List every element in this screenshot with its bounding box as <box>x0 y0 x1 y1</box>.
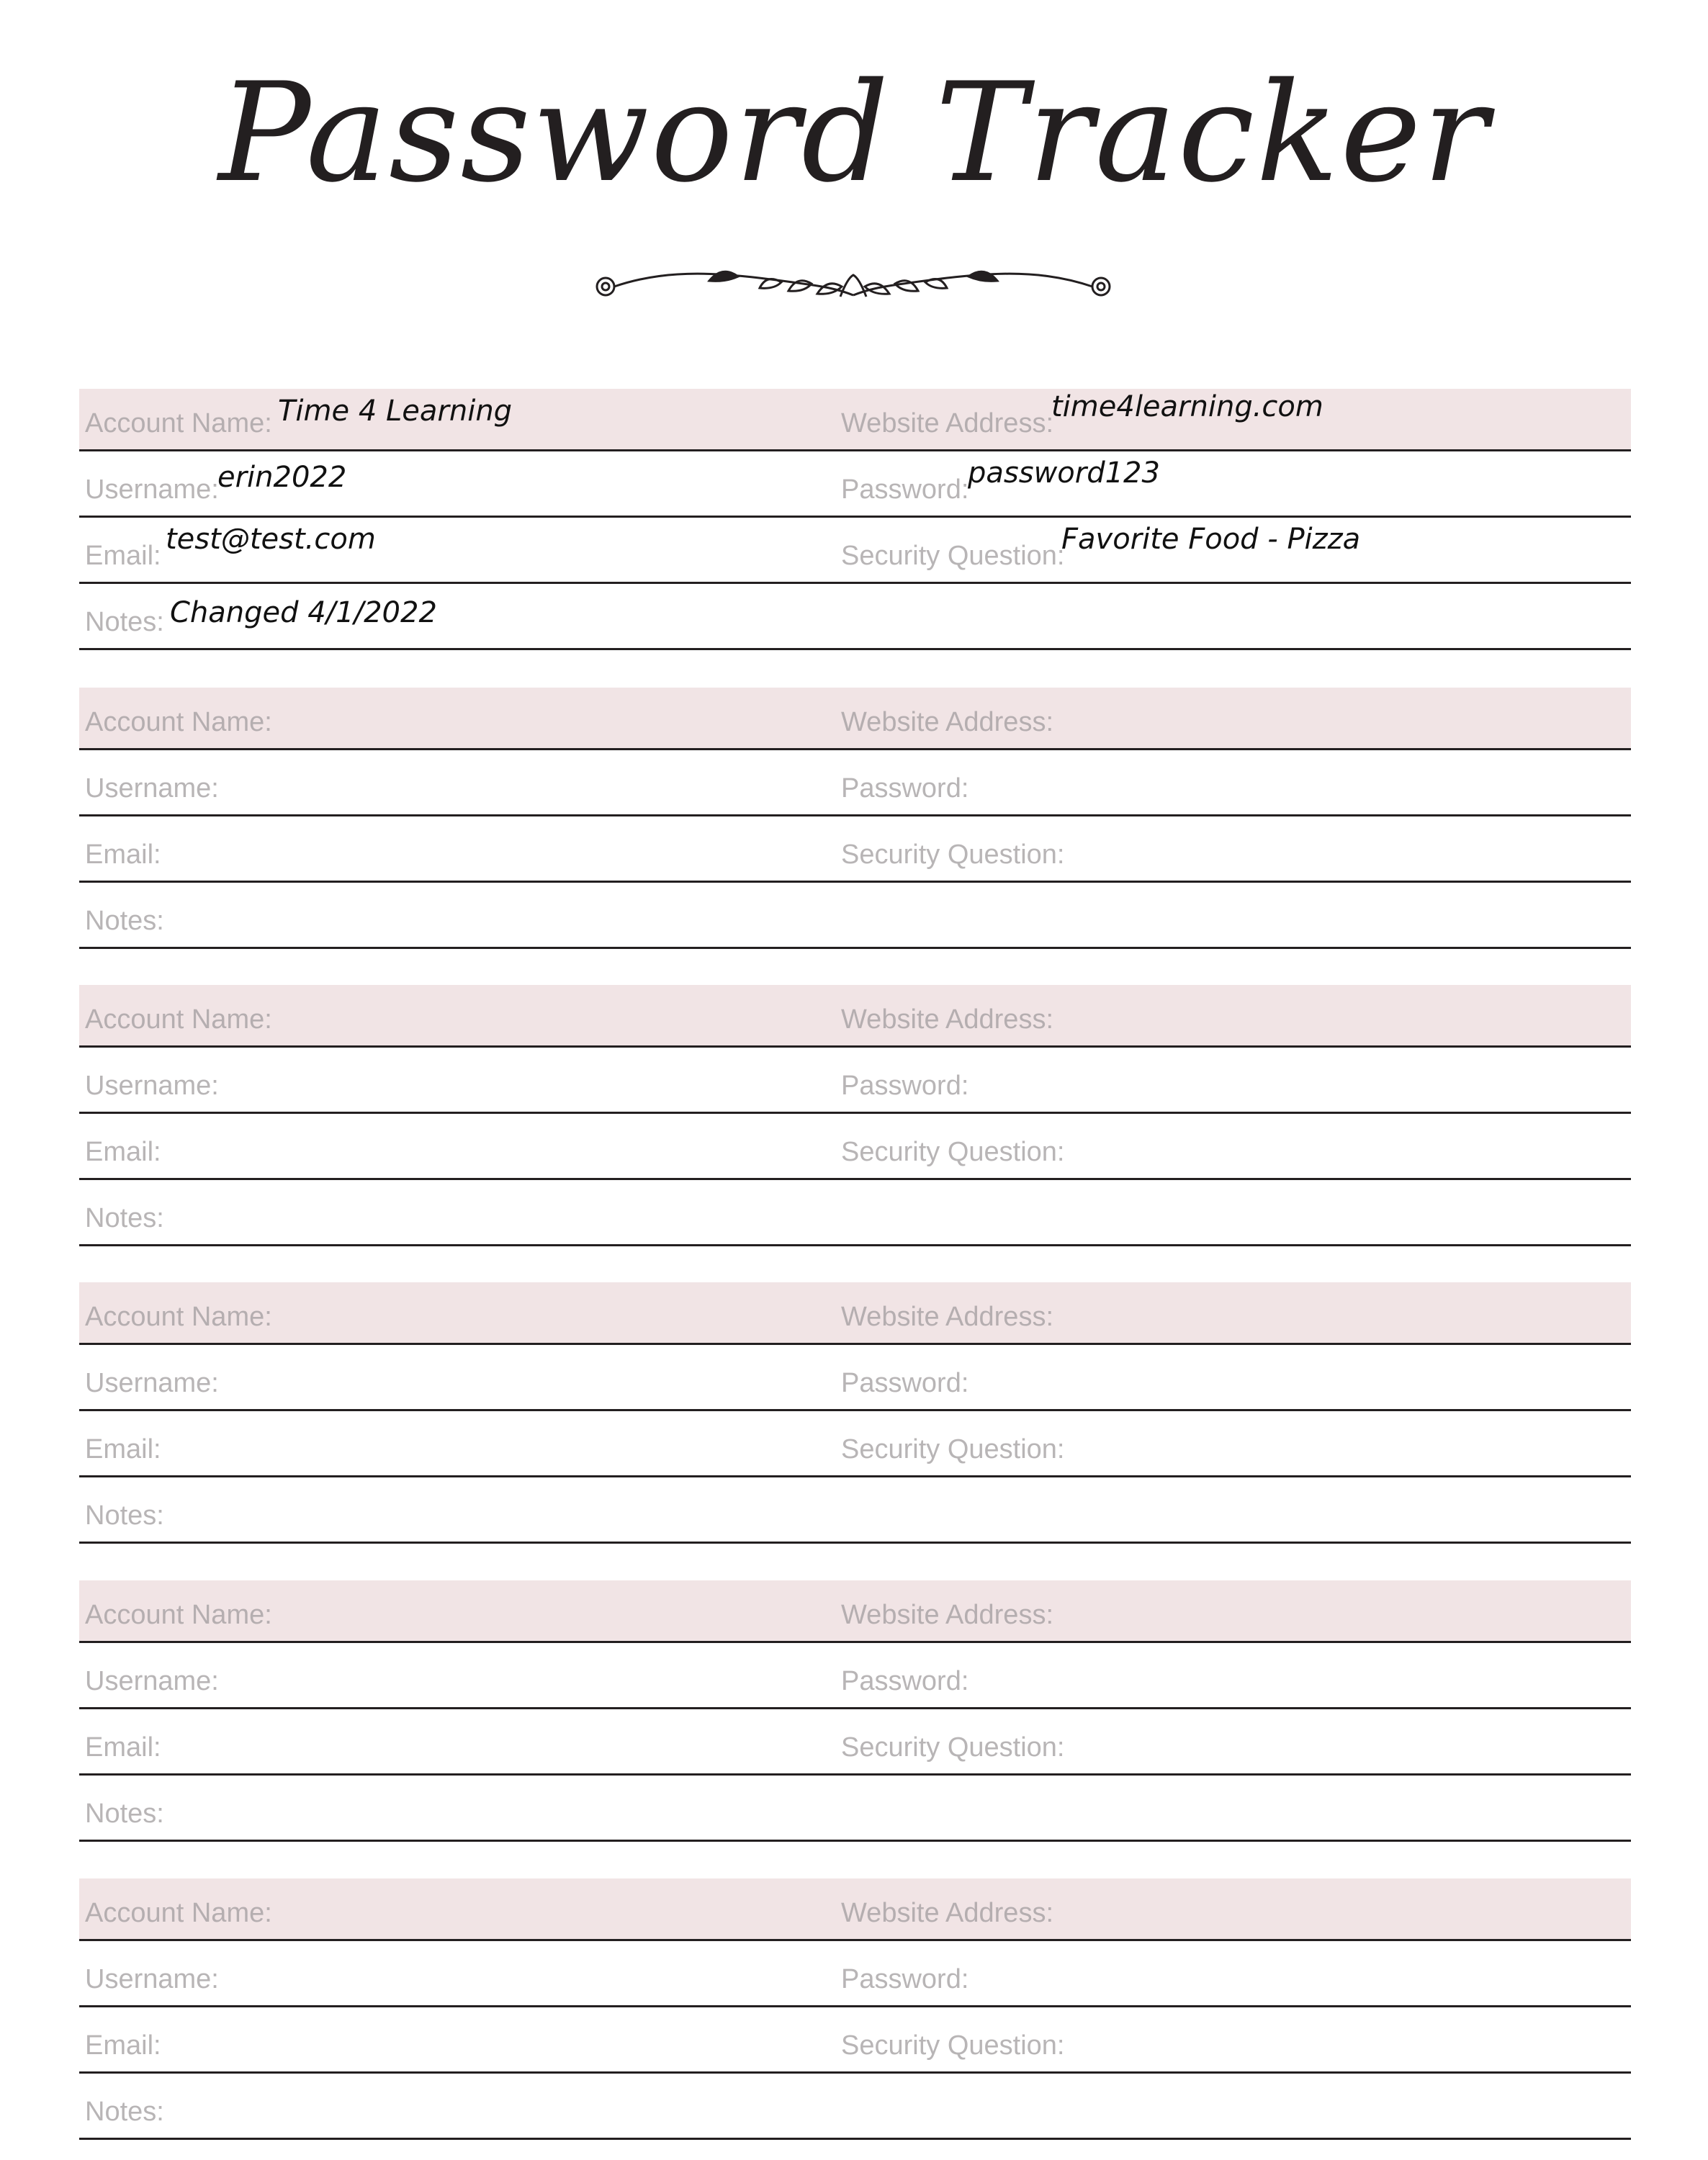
security-question-field[interactable] <box>841 1415 1626 1475</box>
username-row <box>79 1051 1631 1114</box>
account-name-field[interactable] <box>85 1580 834 1641</box>
website-address-label: Website Address: <box>841 1898 1054 1928</box>
notes-row <box>79 2077 1631 2140</box>
security-question-label: Security Question: <box>841 541 1065 571</box>
notes-row <box>79 1779 1631 1842</box>
username-label: Username: <box>85 1368 219 1398</box>
website-address-field[interactable] <box>841 688 1626 748</box>
username-label: Username: <box>85 1666 219 1696</box>
security-question-value: Favorite Food - Pizza <box>1061 523 1361 556</box>
password-value: password123 <box>968 456 1160 490</box>
email-row <box>79 1117 1631 1180</box>
website-address-label: Website Address: <box>841 408 1054 438</box>
website-address-value: time4learning.com <box>1051 390 1323 423</box>
account-row <box>79 1282 1631 1345</box>
notes-field[interactable] <box>85 1779 1626 1840</box>
notes-row <box>79 588 1631 650</box>
email-field[interactable] <box>85 820 834 881</box>
account-name-field[interactable] <box>85 688 834 748</box>
account-name-label: Account Name: <box>85 1004 272 1035</box>
account-name-label: Account Name: <box>85 408 272 438</box>
security-question-label: Security Question: <box>841 840 1065 870</box>
notes-row <box>79 1184 1631 1246</box>
notes-value: Changed 4/1/2022 <box>170 596 437 629</box>
password-field[interactable] <box>841 1051 1626 1112</box>
page-title: Password Tracker <box>218 53 1490 212</box>
password-label: Password: <box>841 1368 969 1398</box>
email-row <box>79 2011 1631 2074</box>
security-question-field[interactable] <box>841 1117 1626 1178</box>
website-address-label: Website Address: <box>841 1004 1054 1035</box>
email-label: Email: <box>85 541 161 571</box>
password-field[interactable] <box>841 455 1626 516</box>
password-field[interactable] <box>841 1349 1626 1409</box>
password-field[interactable] <box>841 1647 1626 1707</box>
website-address-label: Website Address: <box>841 1600 1054 1630</box>
email-row <box>79 1713 1631 1776</box>
notes-row <box>79 1481 1631 1544</box>
email-field[interactable] <box>85 521 834 582</box>
email-value: test@test.com <box>166 523 376 556</box>
account-row <box>79 688 1631 750</box>
entry-block <box>79 688 1631 947</box>
email-field[interactable] <box>85 1713 834 1773</box>
website-address-field[interactable] <box>841 985 1626 1045</box>
website-address-label: Website Address: <box>841 707 1054 737</box>
username-field[interactable] <box>85 1051 834 1112</box>
username-field[interactable] <box>85 455 834 516</box>
password-label: Password: <box>841 1964 969 1994</box>
username-field[interactable] <box>85 1945 834 2005</box>
security-question-field[interactable] <box>841 820 1626 881</box>
email-label: Email: <box>85 840 161 870</box>
username-label: Username: <box>85 773 219 804</box>
account-row <box>79 389 1631 451</box>
account-name-label: Account Name: <box>85 1302 272 1332</box>
notes-field[interactable] <box>85 2077 1626 2138</box>
website-address-field[interactable] <box>841 389 1626 449</box>
email-row <box>79 521 1631 584</box>
username-row <box>79 455 1631 518</box>
username-field[interactable] <box>85 1647 834 1707</box>
email-field[interactable] <box>85 1117 834 1178</box>
website-address-label: Website Address: <box>841 1302 1054 1332</box>
account-name-label: Account Name: <box>85 1898 272 1928</box>
notes-label: Notes: <box>85 2097 164 2127</box>
username-value: erin2022 <box>217 461 347 494</box>
website-address-field[interactable] <box>841 1878 1626 1939</box>
notes-label: Notes: <box>85 1799 164 1829</box>
security-question-label: Security Question: <box>841 1434 1065 1464</box>
account-name-label: Account Name: <box>85 707 272 737</box>
email-label: Email: <box>85 1137 161 1167</box>
security-question-label: Security Question: <box>841 2030 1065 2061</box>
security-question-label: Security Question: <box>841 1137 1065 1167</box>
notes-label: Notes: <box>85 1500 164 1531</box>
entry-block <box>79 985 1631 1244</box>
notes-field[interactable] <box>85 588 1626 648</box>
flourish-divider-icon <box>587 259 1120 310</box>
security-question-field[interactable] <box>841 1713 1626 1773</box>
notes-label: Notes: <box>85 906 164 936</box>
password-field[interactable] <box>841 1945 1626 2005</box>
account-name-field[interactable] <box>85 985 834 1045</box>
password-label: Password: <box>841 1666 969 1696</box>
username-field[interactable] <box>85 754 834 814</box>
password-field[interactable] <box>841 754 1626 814</box>
username-label: Username: <box>85 1964 219 1994</box>
account-row <box>79 985 1631 1048</box>
username-field[interactable] <box>85 1349 834 1409</box>
account-name-value: Time 4 Learning <box>278 395 513 428</box>
security-question-label: Security Question: <box>841 1732 1065 1763</box>
notes-field[interactable] <box>85 1481 1626 1542</box>
entry-block <box>79 1580 1631 1840</box>
email-field[interactable] <box>85 1415 834 1475</box>
entry-block <box>79 1282 1631 1542</box>
email-field[interactable] <box>85 2011 834 2071</box>
account-row <box>79 1878 1631 1941</box>
username-row <box>79 754 1631 816</box>
notes-row <box>79 886 1631 949</box>
username-row <box>79 1349 1631 1411</box>
entry-block <box>79 1878 1631 2138</box>
security-question-field[interactable] <box>841 2011 1626 2071</box>
password-label: Password: <box>841 1071 969 1101</box>
security-question-field[interactable] <box>841 521 1626 582</box>
account-name-label: Account Name: <box>85 1600 272 1630</box>
notes-label: Notes: <box>85 607 164 637</box>
notes-field[interactable] <box>85 886 1626 947</box>
email-row <box>79 820 1631 883</box>
username-label: Username: <box>85 474 219 505</box>
username-row <box>79 1647 1631 1709</box>
entry-block <box>79 389 1631 648</box>
email-row <box>79 1415 1631 1477</box>
account-name-field[interactable] <box>85 1878 834 1939</box>
username-label: Username: <box>85 1071 219 1101</box>
email-label: Email: <box>85 2030 161 2061</box>
account-row <box>79 1580 1631 1643</box>
website-address-field[interactable] <box>841 1282 1626 1343</box>
username-row <box>79 1945 1631 2007</box>
account-name-field[interactable] <box>85 389 834 449</box>
website-address-field[interactable] <box>841 1580 1626 1641</box>
notes-label: Notes: <box>85 1203 164 1233</box>
notes-field[interactable] <box>85 1184 1626 1244</box>
password-label: Password: <box>841 474 969 505</box>
email-label: Email: <box>85 1434 161 1464</box>
password-label: Password: <box>841 773 969 804</box>
email-label: Email: <box>85 1732 161 1763</box>
account-name-field[interactable] <box>85 1282 834 1343</box>
